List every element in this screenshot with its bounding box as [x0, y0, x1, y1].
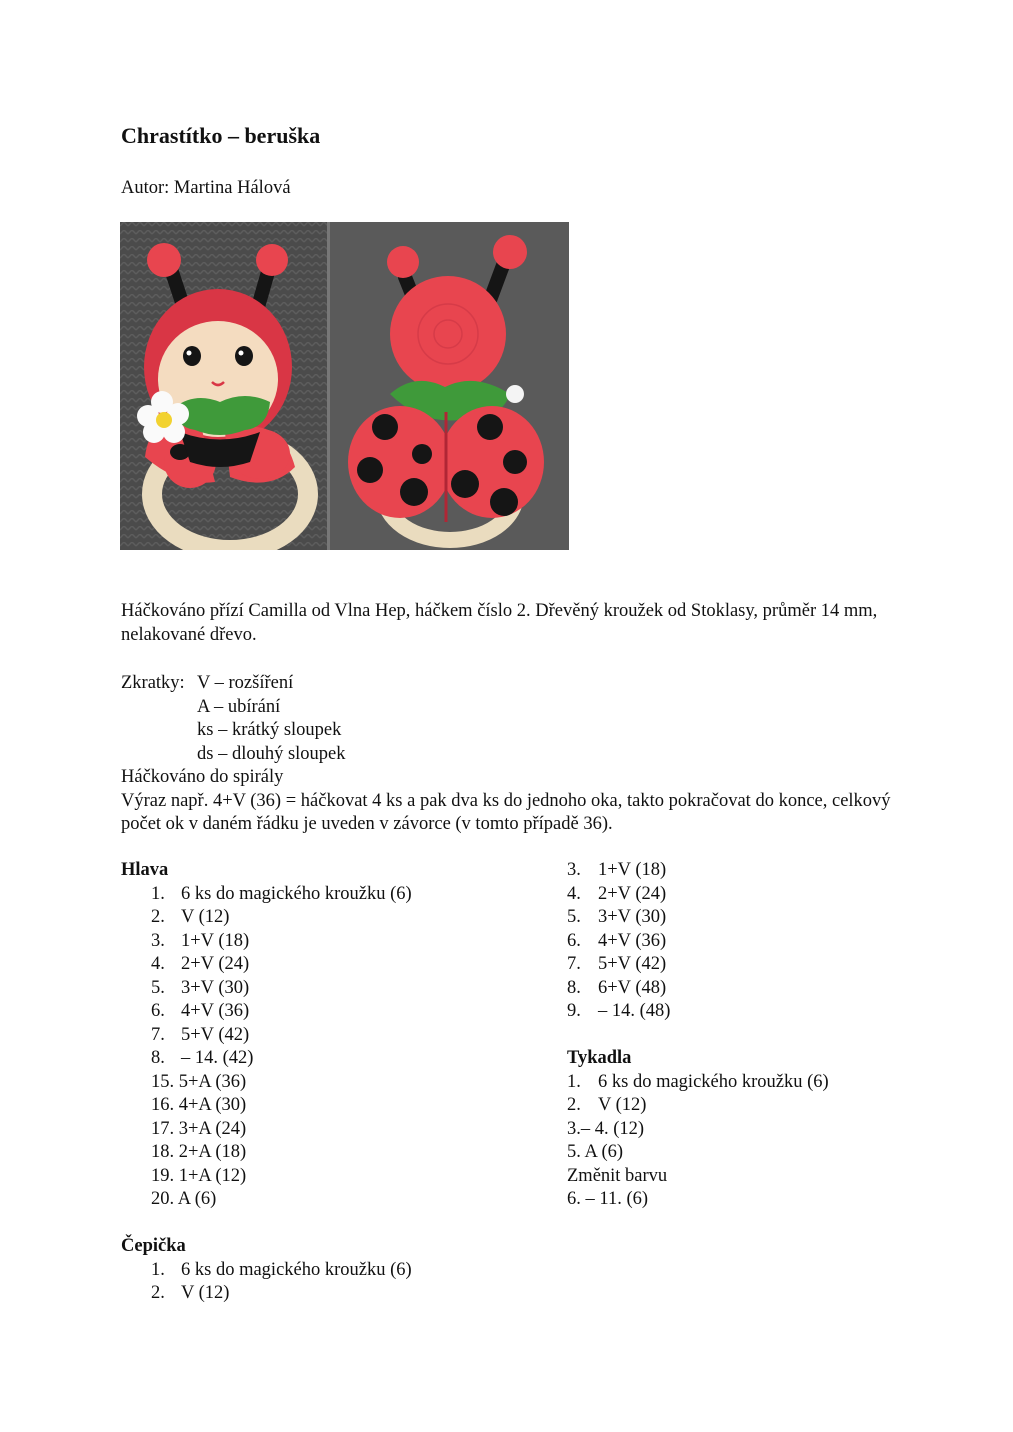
abbr-line-4: ds – dlouhý sloupek [197, 743, 346, 764]
list-item: 1. 6 ks do magického kroužku (6) [567, 1071, 829, 1092]
list-item: 16. 4+A (30) [151, 1095, 247, 1115]
cepicka-list [121, 1259, 541, 1306]
list-item: 4. 2+V (24) [151, 954, 250, 974]
ladybug-rattle-photo [120, 222, 569, 550]
list-item: 6. 4+V (36) [151, 1001, 250, 1021]
list-item: 4. 2+V (24) [567, 883, 667, 904]
abbr-label: Zkratky: [121, 673, 185, 693]
tykadla-line: 3.– 4. (12) [567, 1118, 645, 1139]
abbreviations-block [121, 672, 901, 837]
abbr-line-3: ks – krátký sloupek [197, 720, 342, 740]
list-item: 6. 4+V (36) [567, 930, 667, 951]
list-item: 2. V (12) [151, 907, 230, 927]
list-item: 5. 3+V (30) [567, 907, 667, 927]
section-title-tykadla: Tykadla [567, 1048, 632, 1068]
list-item: 9. – 14. (48) [567, 1001, 671, 1021]
right-column [567, 859, 987, 1212]
document-title: Chrastítko – beruška [121, 123, 321, 148]
tykadla-list [567, 1071, 987, 1118]
expression-note: Výraz např. 4+V (36) = háčkovat 4 ks a pak dva ks do jednoho oka, takto pokračovat do konce, celkový počet ok v daném řádku je uveden v závorce (v tomto případě 36). [121, 790, 891, 834]
list-item: 1. 6 ks do magického kroužku (6) [151, 1259, 412, 1280]
list-item: 20. A (6) [151, 1189, 217, 1209]
section-title-cepicka: Čepička [121, 1236, 186, 1256]
list-item: 5. 3+V (30) [151, 977, 250, 998]
list-item: 3. 1+V (18) [567, 860, 667, 880]
cepicka-list-continued [567, 859, 987, 1024]
section-title-hlava: Hlava [121, 860, 169, 880]
list-item: 17. 3+A (24) [151, 1118, 247, 1139]
abbr-line-2: A – ubírání [197, 696, 281, 717]
list-item: 2. V (12) [151, 1283, 230, 1303]
materials-paragraph: Háčkováno přízí Camilla od Vlna Hep, háčkem číslo 2. Dřevěný kroužek od Stoklasy, průměr 14 mm, nelakované dřevo. [121, 601, 878, 645]
hlava-list-continued [121, 1071, 541, 1212]
list-item: 3. 1+V (18) [151, 930, 250, 951]
list-item: 1. 6 ks do magického kroužku (6) [151, 883, 412, 904]
list-item: 7. 5+V (42) [151, 1024, 250, 1045]
list-item: 15. 5+A (36) [151, 1071, 247, 1092]
list-item: 7. 5+V (42) [567, 954, 667, 974]
tykadla-line: 6. – 11. (6) [567, 1189, 649, 1209]
list-item: 2. V (12) [567, 1095, 647, 1115]
hlava-list [121, 883, 541, 1071]
list-item: 8. – 14. (42) [151, 1048, 254, 1068]
list-item: 8. 6+V (48) [567, 977, 667, 998]
author-line: Autor: Martina Hálová [121, 178, 291, 198]
list-item: 19. 1+A (12) [151, 1165, 247, 1186]
spiral-note: Háčkováno do spirály [121, 767, 284, 787]
list-item: 18. 2+A (18) [151, 1142, 247, 1162]
abbr-line-1: Zkratky: V – rozšíření [121, 672, 901, 696]
left-column [121, 859, 541, 1306]
tykadla-color-change: Změnit barvu [567, 1165, 668, 1186]
tykadla-line: 5. A (6) [567, 1142, 624, 1162]
